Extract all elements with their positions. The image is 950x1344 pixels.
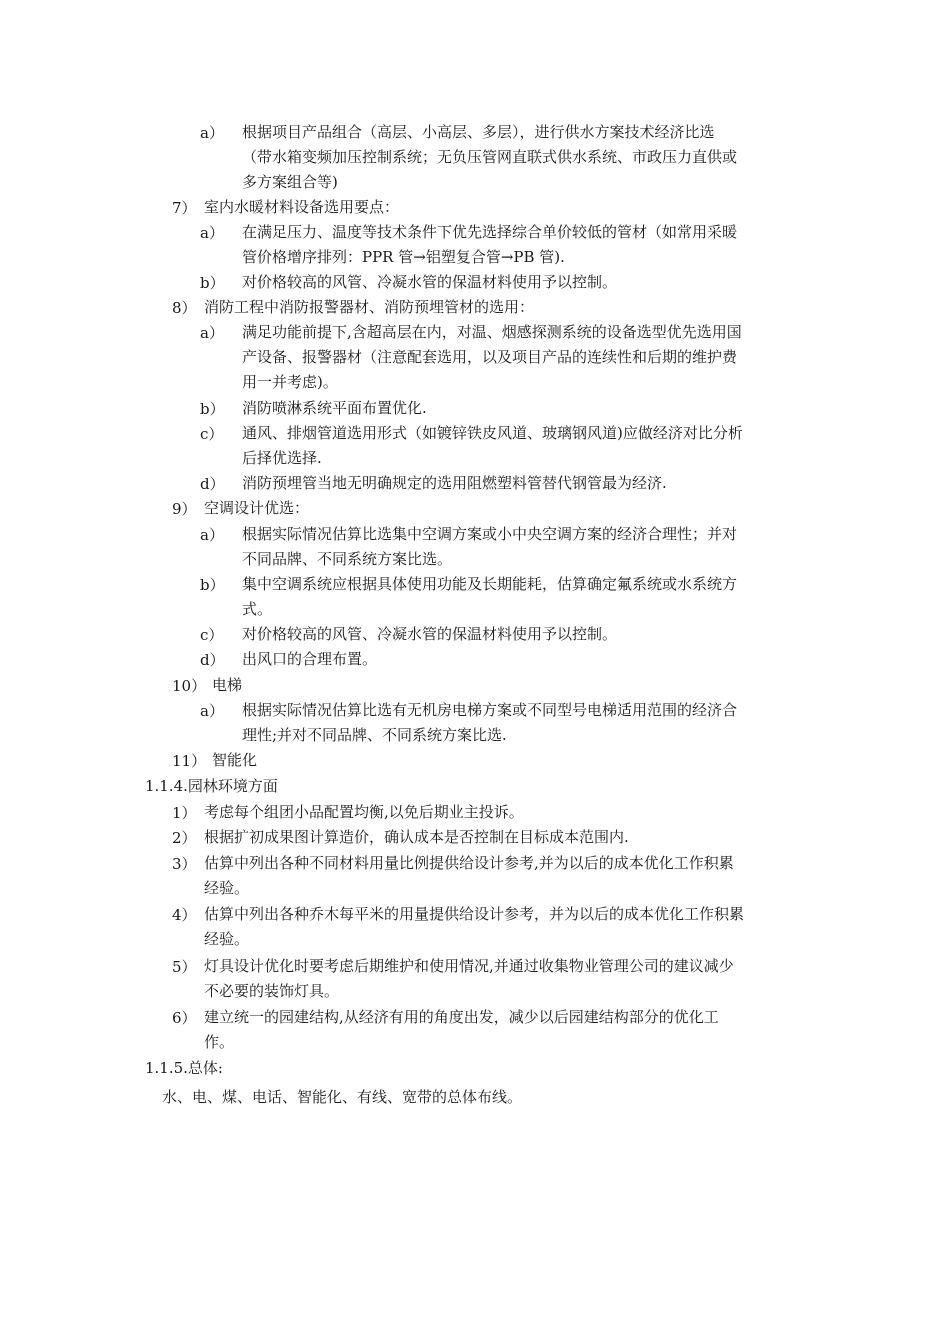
item-text-line: 消防预埋管当地无明确规定的选用阻燃塑料管替代钢管最为经济. <box>242 474 667 492</box>
item-marker: a） <box>200 702 224 720</box>
item-text-line: 式。 <box>242 600 273 618</box>
section-heading: 1.1.4.园林环境方面 <box>145 777 278 795</box>
item-text-line: 经验。 <box>204 879 250 897</box>
item-text-line: 集中空调系统应根据具体使用功能及长期能耗，估算确定氟系统或水系统方 <box>242 575 738 593</box>
item-marker: 11） <box>172 752 207 770</box>
item-text-line: 估算中列出各种不同材料用量比例提供给设计参考,并为以后的成本优化工作积累 <box>204 854 734 872</box>
item-marker: 3） <box>172 855 197 873</box>
item-marker: b） <box>200 274 225 292</box>
item-text-line: 在满足压力、温度等技术条件下优先选择综合单价较低的管材（如常用采暖 <box>242 223 738 241</box>
item-text-line: 根据扩初成果图计算造价，确认成本是否控制在目标成本范围内. <box>204 828 629 846</box>
item-text-line: 管价格增序排列：PPR 管→铝塑复合管→PB 管). <box>242 248 565 266</box>
item-marker: c） <box>200 626 224 644</box>
item-marker: 2） <box>172 829 197 847</box>
item-text-line: 灯具设计优化时要考虑后期维护和使用情况,并通过收集物业管理公司的建议减少 <box>204 957 734 975</box>
item-text-line: 根据实际情况估算比选有无机房电梯方案或不同型号电梯适用范围的经济合 <box>242 701 738 719</box>
item-text-line: 智能化 <box>212 751 258 769</box>
item-text-line: 建立统一的园建结构,从经济有用的角度出发，减少以后园建结构部分的优化工 <box>204 1008 719 1026</box>
item-text-line: 空调设计优选： <box>204 499 310 517</box>
item-marker: 1） <box>172 804 197 822</box>
item-text-line: 对价格较高的风管、冷凝水管的保温材料使用予以控制。 <box>242 273 618 291</box>
item-text-line: 用一并考虑)。 <box>242 373 338 391</box>
item-marker: a） <box>200 224 224 242</box>
item-marker: 7） <box>172 199 197 217</box>
item-marker: 6） <box>172 1009 197 1027</box>
item-text-line: 产设备、报警器材（注意配套选用，以及项目产品的连续性和后期的维护费 <box>242 348 738 366</box>
item-marker: b） <box>200 576 225 594</box>
item-text-line: 理性;并对不同品牌、不同系统方案比选. <box>242 726 507 744</box>
item-text-line: 后择优选择. <box>242 449 322 467</box>
item-text-line: 根据项目产品组合（高层、小高层、多层），进行供水方案技术经济比选 <box>242 123 715 141</box>
item-text-line: 根据实际情况估算比选集中空调方案或小中央空调方案的经济合理性；并对 <box>242 525 738 543</box>
item-text-line: 满足功能前提下,含超高层在内，对温、烟感探测系统的设备选型优先选用国 <box>242 323 742 341</box>
item-text-line: 消防喷淋系统平面布置优化. <box>242 399 427 417</box>
item-marker: 9） <box>172 500 197 518</box>
item-marker: 10） <box>172 677 207 695</box>
item-text-line: 出风口的合理布置。 <box>242 650 378 668</box>
item-marker: c） <box>200 425 224 443</box>
item-text-line: 考虑每个组团小品配置均衡,以免后期业主投诉。 <box>204 803 524 821</box>
item-text-line: 不必要的装饰灯具。 <box>204 982 340 1000</box>
item-marker: 4） <box>172 906 197 924</box>
item-text-line: 估算中列出各种乔木每平米的用量提供给设计参考，并为以后的成本优化工作积累 <box>204 905 745 923</box>
item-text-line: 多方案组合等) <box>242 173 338 191</box>
body-paragraph: 水、电、煤、电话、智能化、有线、宽带的总体布线。 <box>162 1088 523 1106</box>
item-text-line: 不同品牌、不同系统方案比选。 <box>242 550 453 568</box>
item-text-line: （带水箱变频加压控制系统；无负压管网直联式供水系统、市政压力直供或 <box>242 148 738 166</box>
item-text-line: 电梯 <box>212 676 243 694</box>
item-marker: a） <box>200 324 224 342</box>
item-text-line: 经验。 <box>204 930 250 948</box>
item-marker: d） <box>200 651 225 669</box>
item-marker: 8） <box>172 299 197 317</box>
item-text-line: 室内水暖材料设备选用要点： <box>204 198 400 216</box>
item-text-line: 通风、排烟管道选用形式（如镀锌铁皮风道、玻璃钢风道)应做经济对比分析 <box>242 424 743 442</box>
item-text-line: 作。 <box>204 1033 235 1051</box>
item-marker: d） <box>200 475 225 493</box>
section-heading: 1.1.5.总体: <box>145 1059 223 1077</box>
item-marker: a） <box>200 526 224 544</box>
item-marker: 5） <box>172 958 197 976</box>
item-text-line: 消防工程中消防报警器材、消防预埋管材的选用： <box>204 298 535 316</box>
item-text-line: 对价格较高的风管、冷凝水管的保温材料使用予以控制。 <box>242 625 618 643</box>
item-marker: a） <box>200 124 224 142</box>
item-marker: b） <box>200 400 225 418</box>
